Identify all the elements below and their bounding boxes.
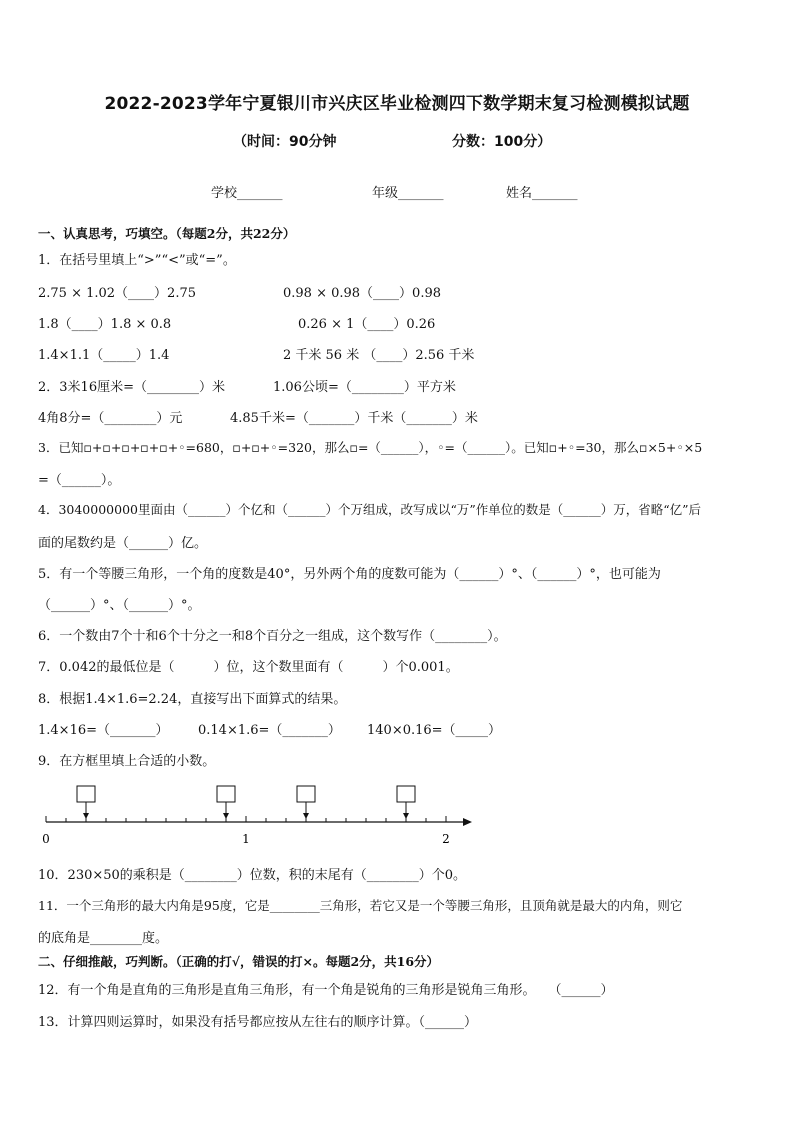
q9-prompt: 9．在方框里填上合适的小数。 <box>38 754 216 769</box>
q10-text: 10．230×50的乘积是（________）位数，积的末尾有（________）个0。 <box>38 868 467 883</box>
q7-text: 7．0.042的最低位是（ ）位，这个数里面有（ ）个0.001。 <box>38 660 459 675</box>
number-line-figure <box>30 780 480 850</box>
q5-line-1: 5．有一个等腰三角形，一个角的度数是40°，另外两个角的度数可能为（______）°、（______）°，也可能为 <box>38 567 661 582</box>
q11-line-2: 的底角是________度。 <box>38 931 169 946</box>
school-field: 学校_______ <box>211 186 283 201</box>
section-1-heading: 一、认真思考，巧填空。（每题2分，共22分） <box>38 226 296 241</box>
q1-item-5: 1.4×1.1（_____）1.4 <box>38 348 170 363</box>
arrow-head-icon <box>463 818 472 826</box>
q4-line-1: 4．3040000000里面由（______）个亿和（______）个万组成，改写成以“万”作单位的数是（______）万，省略“亿”后 <box>38 502 702 517</box>
pointer-arrow-icon <box>303 813 309 819</box>
q13-text: 13．计算四则运算时，如果没有括号都应按从左往右的顺序计算。（______） <box>38 1015 478 1030</box>
pointer-arrow-icon <box>83 813 89 819</box>
q12-text: 12．有一个角是直角的三角形是直角三角形，有一个角是锐角的三角形是锐角三角形。 （______） <box>38 983 614 998</box>
q1-item-1: 2.75 × 1.02（____）2.75 <box>38 286 196 301</box>
answer-box[interactable] <box>217 786 235 802</box>
q4-line-2: 面的尾数约是（______）亿。 <box>38 536 208 551</box>
score-label: 分数：100分） <box>452 134 552 150</box>
q1-item-2: 0.98 × 0.98（____）0.98 <box>283 286 441 301</box>
time-label: （时间：90分钟 <box>233 134 337 150</box>
q11-line-1: 11．一个三角形的最大内角是95度，它是________三角形，若它又是一个等腰三角形，且顶角就是最大的内角，则它 <box>38 898 683 913</box>
q2-item-3: 4角8分=（________）元 <box>38 411 183 426</box>
q1-item-4: 0.26 × 1（____）0.26 <box>298 317 436 332</box>
grade-field: 年级_______ <box>372 186 444 201</box>
q2-item-2: 1.06公顷=（________）平方米 <box>273 380 456 395</box>
answer-box[interactable] <box>77 786 95 802</box>
q8-item-1: 1.4×16=（_______） <box>38 723 169 738</box>
tick-label-0: 0 <box>42 832 50 846</box>
q1-prompt: 1．在括号里填上“>”“<”或“=”。 <box>38 253 236 268</box>
answer-box[interactable] <box>297 786 315 802</box>
q3-line-1: 3．已知▫+▫+▫+▫+▫+◦=680，▫+▫+◦=320，那么▫=（______），◦=（______）。已知▫+◦=30，那么▫×5+◦×5 <box>38 440 703 455</box>
pointer-arrow-icon <box>403 813 409 819</box>
q5-line-2: （______）°、（______）°。 <box>38 598 201 613</box>
q1-item-6: 2 千米 56 米 （____）2.56 千米 <box>283 348 475 363</box>
q2-item-4: 4.85千米=（_______）千米（_______）米 <box>230 411 478 426</box>
q2-item-1: 2．3米16厘米=（________）米 <box>38 380 225 395</box>
q8-prompt: 8．根据1.4×1.6=2.24，直接写出下面算式的结果。 <box>38 692 347 707</box>
q8-item-2: 0.14×1.6=（_______） <box>198 723 341 738</box>
answer-box[interactable] <box>397 786 415 802</box>
tick-label-2: 2 <box>442 832 450 846</box>
q1-item-3: 1.8（____）1.8 × 0.8 <box>38 317 172 332</box>
q3-line-2: =（______）。 <box>38 473 121 488</box>
section-2-heading: 二、仔细推敲，巧判断。（正确的打√，错误的打×。每题2分，共16分） <box>38 954 440 969</box>
page-title: 2022-2023学年宁夏银川市兴庆区毕业检测四下数学期末复习检测模拟试题 <box>104 94 690 114</box>
q6-text: 6．一个数由7个十和6个十分之一和8个百分之一组成，这个数写作（________）。 <box>38 629 507 644</box>
tick-label-1: 1 <box>242 832 250 846</box>
q8-item-3: 140×0.16=（_____） <box>367 723 502 738</box>
pointer-arrow-icon <box>223 813 229 819</box>
name-field: 姓名_______ <box>506 186 578 201</box>
